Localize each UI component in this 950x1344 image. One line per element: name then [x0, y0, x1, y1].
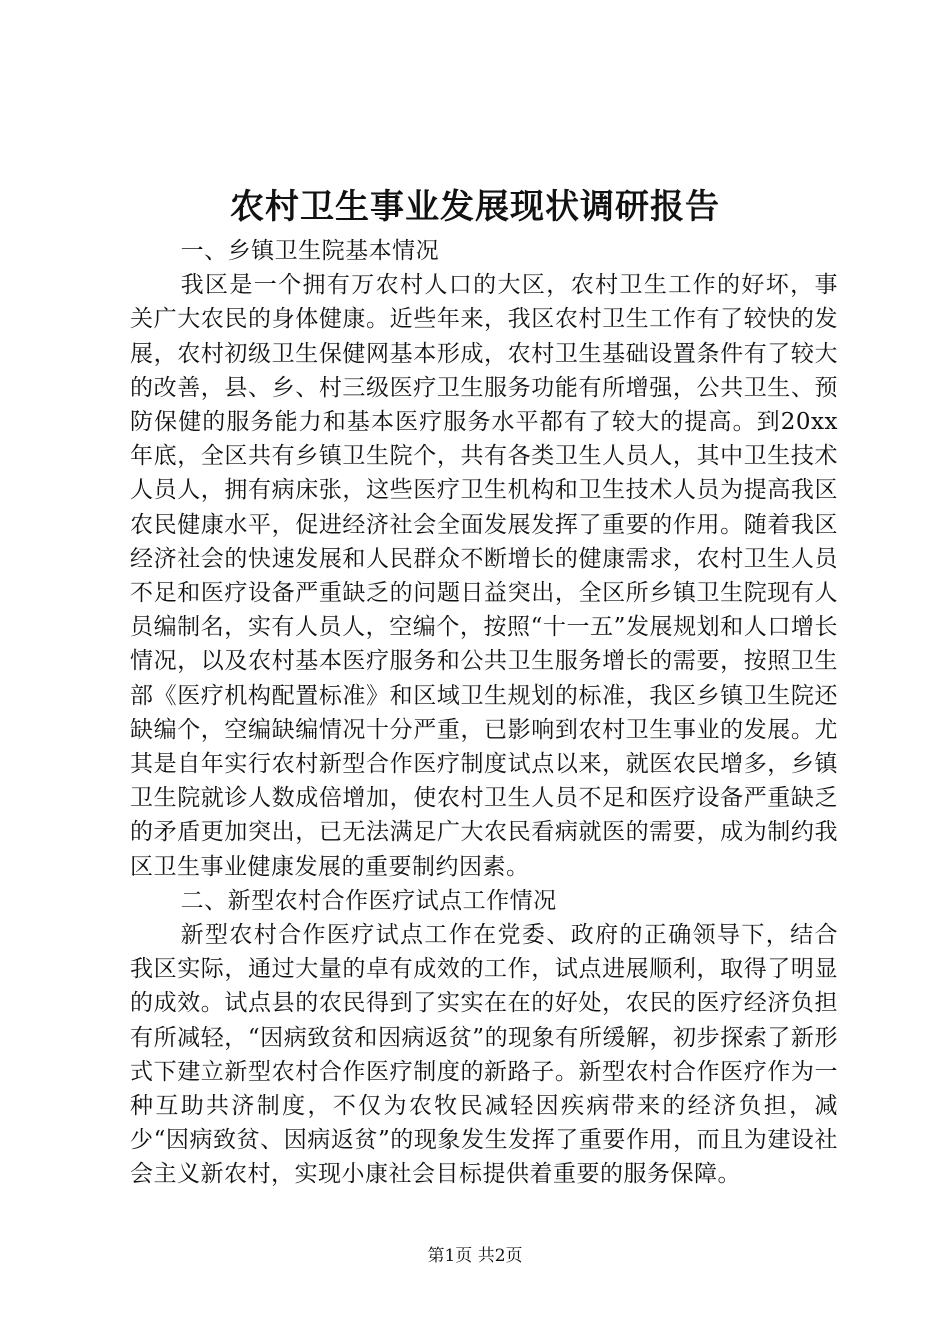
section-heading: 一、乡镇卫生院基本情况	[180, 238, 440, 264]
section-paragraph: 新型农村合作医疗试点工作在党委、政府的正确领导下，结合我区实际，通过大量的卓有成效的工作，试点进展顺利，取得了明显的成效。试点县的农民得到了实实在在的好处，农民的医疗经济负担有所减轻，“因病致贫和因病返贫”的现象有所缓解，初步探索了新形式下建立新型农村合作医疗制度的新路子。新型农村合作医疗作为一种互助共济制度，不仅为农牧民减轻因疾病带来的经济负担，减少“因病致贫、因病返贫”的现象发生发挥了重要作用，而且为建设社会主义新农村，实现小康社会目标提供着重要的服务保障。	[130, 922, 838, 1188]
section-heading: 二、新型农村合作医疗试点工作情况	[180, 887, 557, 914]
section-paragraph: 我区是一个拥有万农村人口的大区，农村卫生工作的好坏，事关广大农民的身体健康。近些年来，我区农村卫生工作有了较快的发展，农村初级卫生保健网基本形成，农村卫生基础设置条件有了较大的改善，县、乡、村三级医疗卫生服务功能有所增强，公共卫生、预防保健的服务能力和基本医疗服务水平都有了较大的提高。到20xx年底，全区共有乡镇卫生院个，共有各类卫生人员人，其中卫生技术人员人，拥有病床张，这些医疗卫生机构和卫生技术人员为提高我区农民健康水平，促进经济社会全面发展发挥了重要的作用。随着我区经济社会的快速发展和人民群众不断增长的健康需求，农村卫生人员不足和医疗设备严重缺乏的问题日益突出，全区所乡镇卫生院现有人员编制名，实有人员人，空编个，按照“十一五”发展规划和人口增长情况，以及农村基本医疗服务和公共卫生服务增长的需要，按照卫生部《医疗机构配置标准》和区域卫生规划的标准，我区乡镇卫生院还缺编个，空编缺编情况十分严重，已影响到农村卫生事业的发展。尤其是自年实行农村新型合作医疗制度试点以来，就医农民增多，乡镇卫生院就诊人数成倍增加，使农村卫生人员不足和医疗设备严重缺乏的矛盾更加突出，已无法满足广大农民看病就医的需要，成为制约我区卫生事业健康发展的重要制约因素。	[130, 272, 838, 880]
document-body	[130, 234, 838, 1192]
document-title: 农村卫生事业发展现状调研报告	[230, 187, 720, 227]
page-footer: 第1页 共2页	[427, 1246, 523, 1266]
